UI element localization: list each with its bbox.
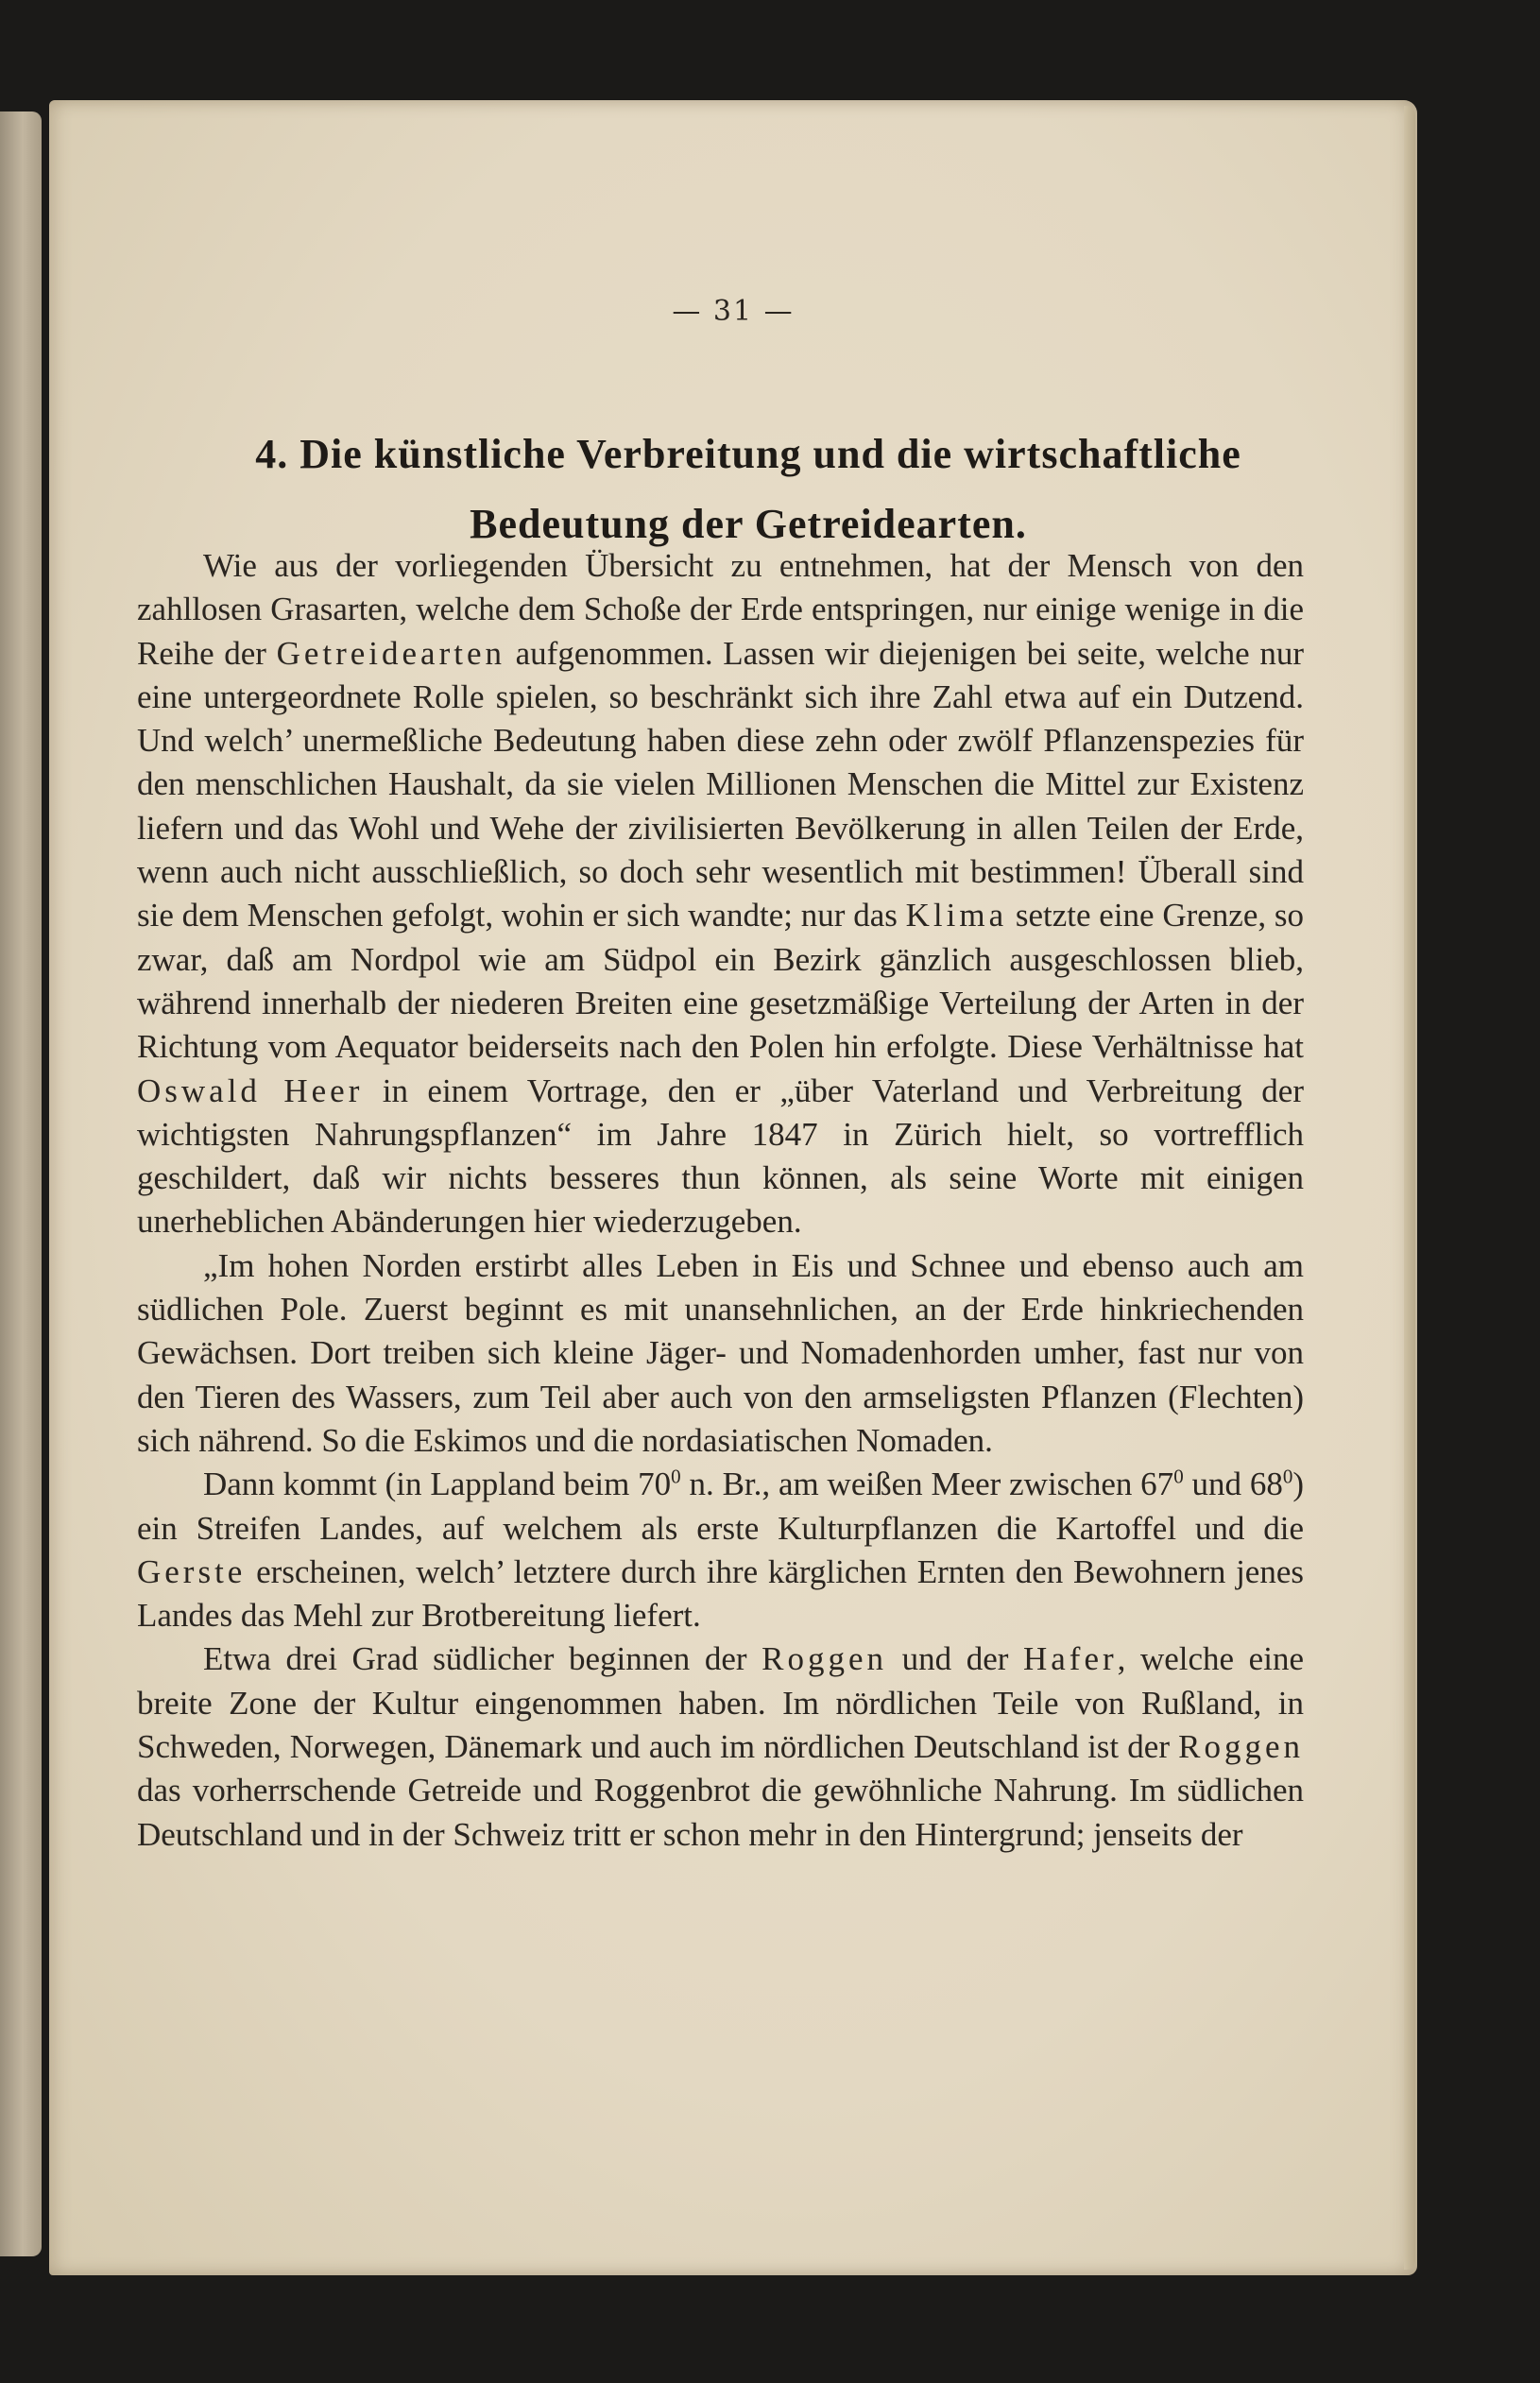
emphasized-term: Hafer [1022,1640,1118,1678]
text-run: setzte eine Grenze, so zwar, daß am Nordpol wie am Südpol ein Bezirk gänzlich ausgeschlossen blieb, während innerhalb der niederen Breiten eine gesetzmäßige Verteilung der Arten in der Richtung vom Aequator beiderseits nach den Polen hin erfolgte. Diese Verhältnisse hat [137,897,1305,1066]
paragraph: „Im hohen Norden erstirbt alles Leben in Eis und Schnee und ebenso auch am südlichen Pole. Zuerst beginnt es mit unansehnlichen, an der Erde hinkriechenden Gewächsen. Dort treiben sich kleine Jäger- und Nomadenhorden umher, fast nur von den Tieren des Wassers, zum Teil aber auch von den armseligsten Pflanzen (Flechten) sich nährend. So die Eskimos und die nordasiatischen Nomaden. [137,1246,1304,1459]
page-number: — 31 — [672,295,795,328]
paragraph [137,544,1304,1244]
emphasized-term: Roggen [761,1640,888,1678]
text-run: und 68 [1183,1466,1283,1503]
paragraph [137,1463,1304,1637]
emphasized-term: Getreidearten [276,634,506,672]
text-run: das vorherrschende Getreide und Roggenbrot die gewöhnliche Nahrung. Im südlichen Deutschland und in der Schweiz tritt er schon mehr in den Hintergrund; jenseits der [137,1772,1304,1853]
book-page [49,100,1417,2275]
emphasized-term: Gerste [137,1552,247,1590]
emphasized-term: Klima [905,897,1008,934]
text-run: und der [887,1640,1023,1678]
chapter-heading: 4. Die künstliche Verbreitung und die wirtschaftliche Bedeutung der Getreidearten. [255,431,1241,547]
text-run: Dann kommt (in Lappland beim 70 [203,1466,672,1503]
text-run: erscheinen, welch’ letztere durch ihre kärglichen Ernten den Bewohnern jenes Landes das Mehl zur Brotbereitung liefert. [137,1552,1304,1635]
page-edge [1404,106,1415,2270]
text-run: Etwa drei Grad südlicher beginnen der [203,1640,762,1678]
body-text [137,544,1304,1857]
degree-mark: 0 [1282,1465,1293,1488]
emphasized-name: Oswald Heer [137,1071,364,1109]
paragraph [137,1637,1304,1856]
facing-page-edge [0,111,42,2256]
text-run: aufgenommen. Lassen wir diejenigen bei seite, welche nur eine untergeordnete Rolle spielen, so beschränkt sich ihre Zahl etwa auf ein Dutzend. Und welch’ unermeßliche Bedeutung haben diese zehn oder zwölf Pflanzenspezies für den menschlichen Haushalt, da sie vielen Millionen Menschen die Mittel zur Existenz liefern und das Wohl und Wehe der zivilisierten Bevölkerung in allen Teilen der Erde, wenn auch nicht ausschließlich, so doch sehr wesentlich mit bestimmen! Überall sind sie dem Menschen gefolgt, wohin er sich wandte; nur das [137,634,1304,934]
text-run: , welche eine breite Zone der Kultur eingenommen haben. Im nördlichen Teile von Rußland, in Schweden, Norwegen, Dänemark und auch im nördlichen Deutschland ist der [137,1640,1304,1766]
degree-mark: 0 [1173,1465,1184,1488]
text-run: n. Br., am weißen Meer zwischen 67 [680,1466,1174,1503]
text-run: ) ein Streifen Landes, auf welchem als erste Kulturpflanzen die Kartoffel und die [137,1466,1304,1547]
text-run: Wie aus der vorliegenden Übersicht zu entnehmen, hat der Mensch von den zahllosen Grasarten, welche dem Schoße der Erde entspringen, nur einige wenige in die Reihe der [137,547,1304,672]
text-run: in einem Vortrage, den er „über Vaterland und Verbreitung der wichtigsten Nahrungspflanzen“ im Jahre 1847 in Zürich hielt, so vortrefflich geschildert, daß wir nichts besseres thun können, als seine Worte mit einigen unerheblichen Abänderungen hier wiederzugeben. [137,1071,1304,1241]
degree-mark: 0 [671,1465,681,1488]
emphasized-term: Roggen [1178,1728,1304,1766]
